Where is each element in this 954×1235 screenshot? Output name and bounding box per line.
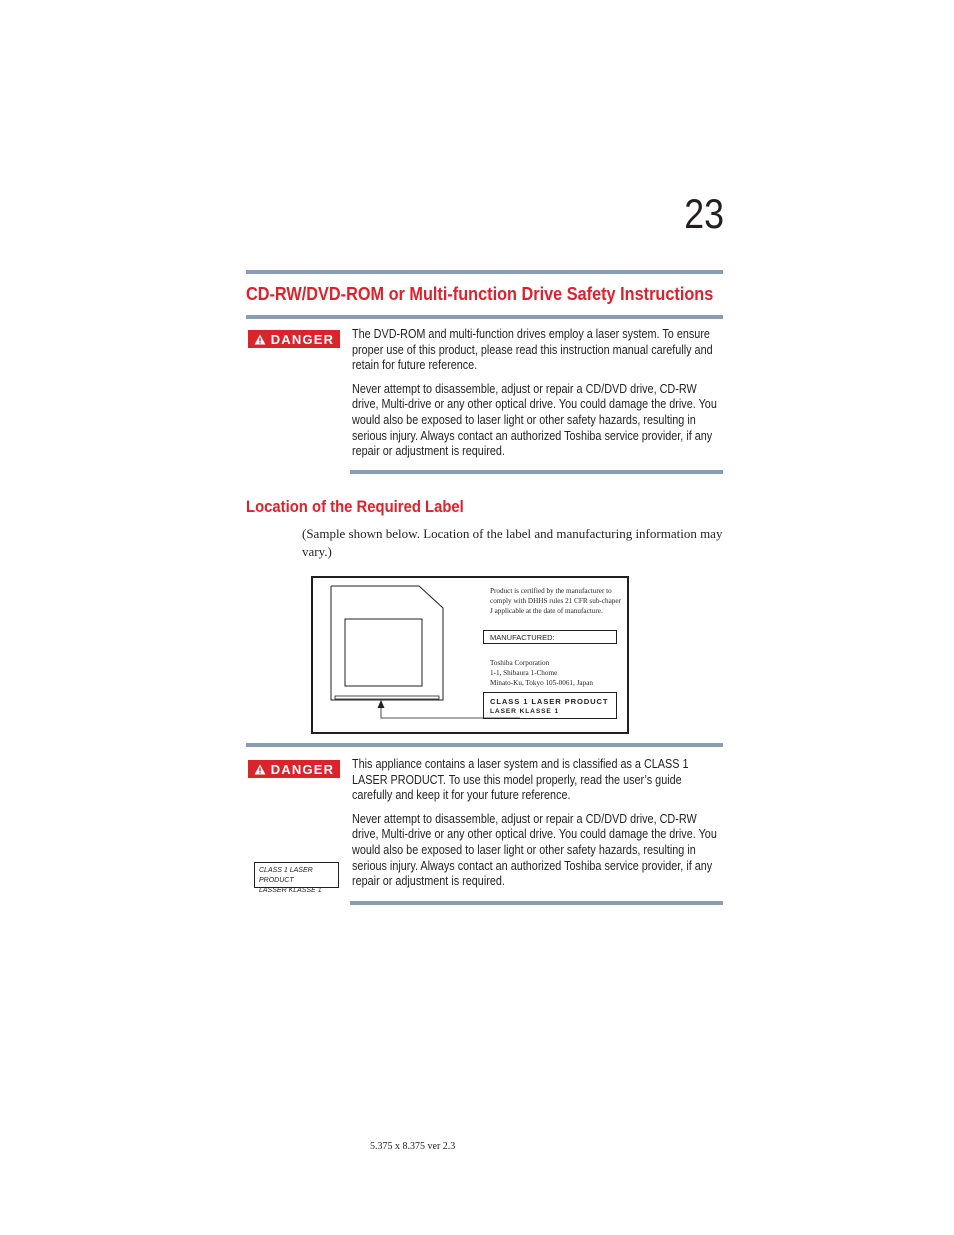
danger2-top-rule [246, 743, 723, 747]
danger-badge-2 [248, 760, 340, 778]
danger2-paragraph-2: Never attempt to disassemble, adjust or repair a CD/DVD drive, CD-RW drive, Multi-drive or any other optical drive. You could damage the drive. You would also be exposed to laser light or other safety hazards, resulting in serious injury. Always contact an authorized Toshiba service provider, if any repair or adjustment is required. [352, 811, 717, 889]
danger1-text [352, 327, 720, 460]
manufacturer-address [490, 658, 624, 689]
small-class-label-line-1: CLASS 1 LASER PRODUCT [259, 867, 313, 884]
danger2-paragraph-1: This appliance contains a laser system and is classified as a CLASS 1 LASER PRODUCT. To use this model properly, read the user’s guide carefully and keep it for your future reference. [352, 757, 689, 803]
class-label-line-2: LASER KLASSE 1 [490, 708, 560, 715]
section-title: CD-RW/DVD-ROM or Multi-function Drive Safety Instructions [246, 283, 714, 304]
danger-badge-label: DANGER [270, 761, 335, 777]
warning-triangle-icon [254, 334, 266, 345]
subsection-title: Location of the Required Label [246, 498, 464, 516]
page-footer: 5.375 x 8.375 ver 2.3 [370, 1141, 456, 1152]
small-class-label-line-2: LASSER KLASSE 1 [259, 887, 322, 894]
warning-triangle-icon [254, 764, 266, 775]
danger2-bottom-rule [350, 901, 723, 905]
class-label-line-1: CLASS 1 LASER PRODUCT [490, 697, 609, 706]
company-line-3: Minato-Ku, Tokyo 105-0061, Japan [490, 679, 593, 688]
section-title-rule [246, 315, 723, 319]
danger1-paragraph-2: Never attempt to disassemble, adjust or repair a CD/DVD drive, CD-RW drive, Multi-drive or any other optical drive. You could damage the drive. You would also be exposed to laser light or other safety hazards, resulting in serious injury. Always contact an authorized Toshiba service provider, if any repair or adjustment is required. [352, 381, 717, 459]
danger1-bottom-rule [350, 470, 723, 474]
top-rule [246, 270, 723, 274]
manufactured-field: MANUFACTURED: [483, 630, 617, 644]
danger-badge [248, 330, 340, 348]
class-label [483, 692, 617, 719]
certification-text: Product is certified by the manufacturer to comply with DHHS rules 21 CFR sub-chaper J applicable at the date of manufacture. [490, 587, 621, 616]
small-class-label [254, 862, 339, 894]
page-number: 23 [684, 190, 724, 237]
company-line-1: Toshiba Corporation [490, 659, 550, 667]
danger2-text [352, 757, 720, 890]
danger1-paragraph-1: The DVD-ROM and multi-function drives employ a laser system. To ensure proper use of this product, please read this instruction manual carefully and retain for future reference. [352, 327, 713, 373]
subsection-intro: (Sample shown below. Location of the label and manufacturing information may vary.) [302, 526, 723, 559]
label-figure [311, 576, 629, 734]
danger-badge-label: DANGER [270, 331, 335, 347]
company-line-2: 1-1, Shibaura 1-Chome [490, 669, 558, 678]
